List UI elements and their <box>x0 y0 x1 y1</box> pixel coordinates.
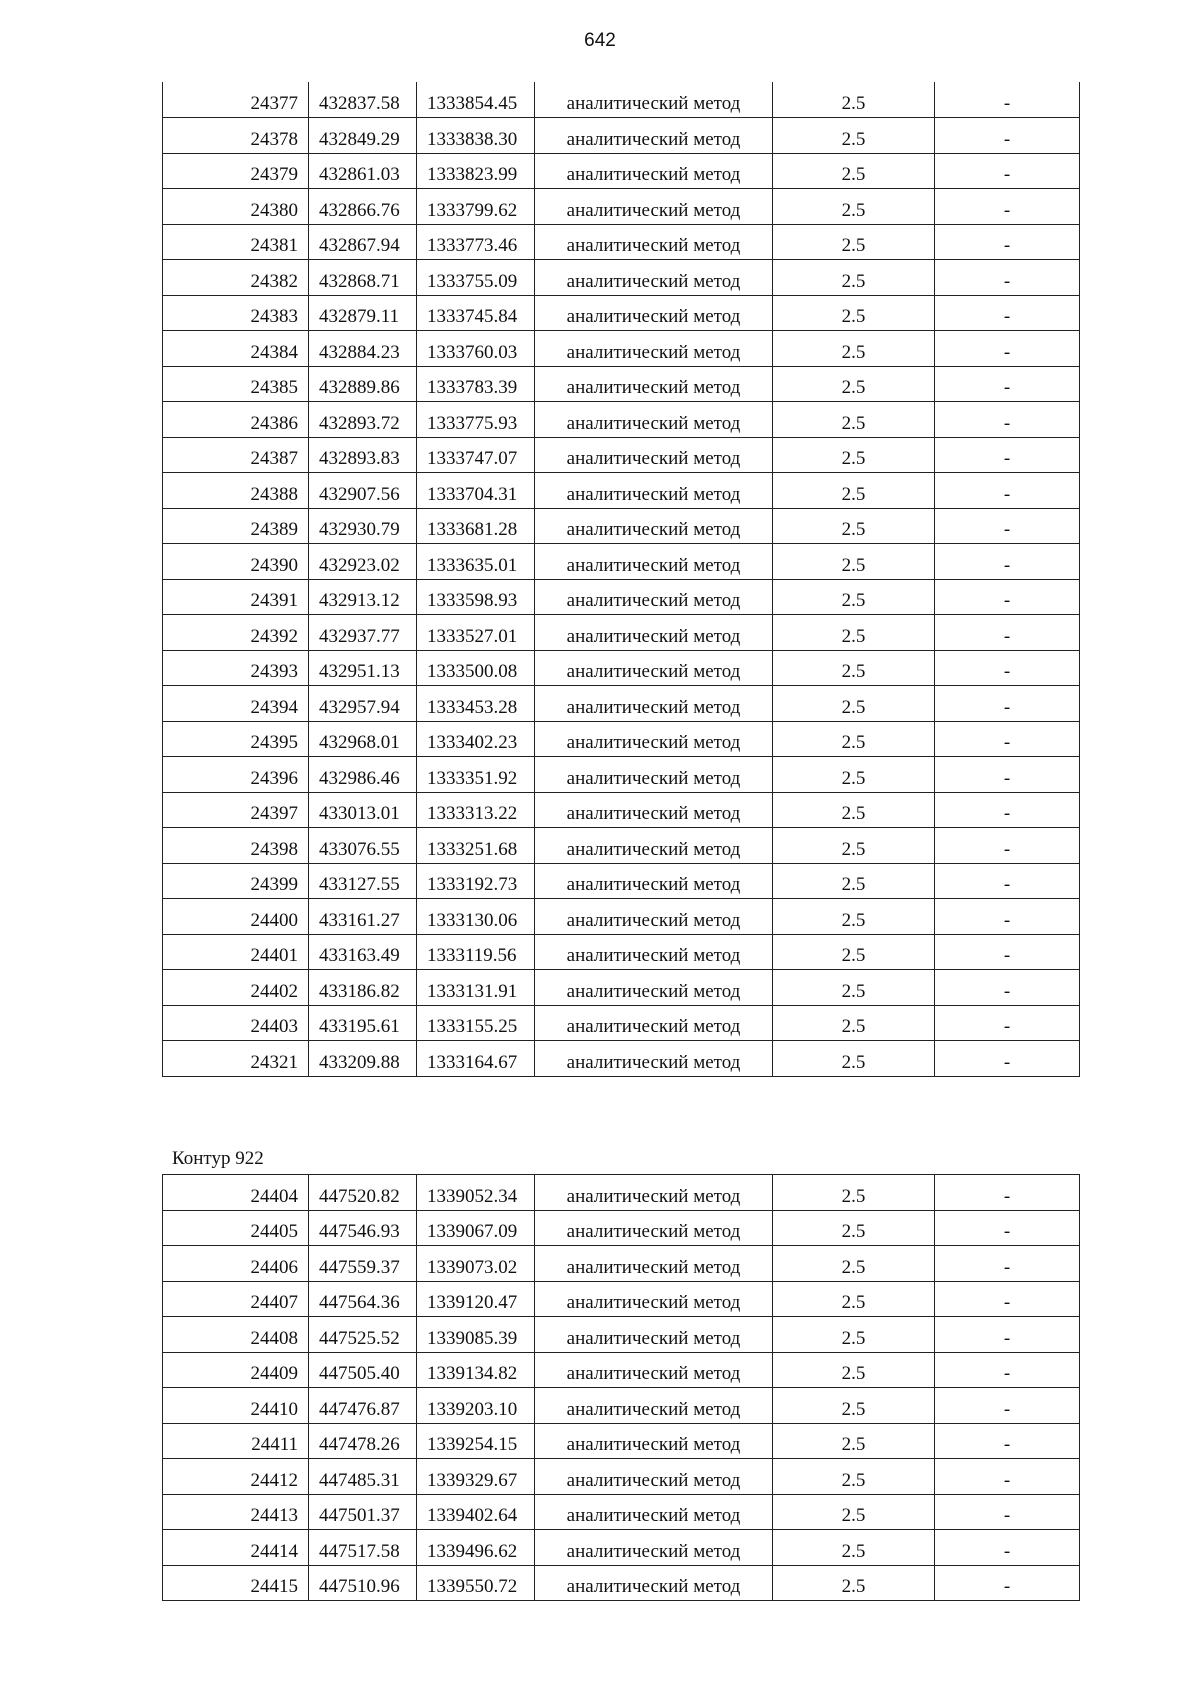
table-row <box>163 650 1080 686</box>
table-row <box>163 260 1080 296</box>
method-cell: аналитический метод <box>535 189 773 225</box>
description-cell: - <box>935 260 1080 296</box>
method-cell: аналитический метод <box>535 721 773 757</box>
x-coordinate-cell: 433161.27 <box>309 899 417 935</box>
point-number-cell: 24415 <box>163 1565 309 1601</box>
accuracy-cell: 2.5 <box>773 295 935 331</box>
method-cell: аналитический метод <box>535 544 773 580</box>
accuracy-cell: 2.5 <box>773 1005 935 1041</box>
x-coordinate-cell: 447546.93 <box>309 1210 417 1246</box>
x-coordinate-cell: 432930.79 <box>309 508 417 544</box>
description-cell: - <box>935 792 1080 828</box>
table-row <box>163 224 1080 260</box>
x-coordinate-cell: 432893.72 <box>309 402 417 438</box>
y-coordinate-cell: 1339067.09 <box>417 1210 535 1246</box>
coordinates-table-1 <box>162 82 1080 1077</box>
method-cell: аналитический метод <box>535 1175 773 1211</box>
y-coordinate-cell: 1339120.47 <box>417 1281 535 1317</box>
x-coordinate-cell: 447525.52 <box>309 1317 417 1353</box>
point-number-cell: 24381 <box>163 224 309 260</box>
description-cell: - <box>935 331 1080 367</box>
method-cell: аналитический метод <box>535 1459 773 1495</box>
accuracy-cell: 2.5 <box>773 1281 935 1317</box>
table-row <box>163 1388 1080 1424</box>
accuracy-cell: 2.5 <box>773 508 935 544</box>
point-number-cell: 24405 <box>163 1210 309 1246</box>
y-coordinate-cell: 1333823.99 <box>417 153 535 189</box>
method-cell: аналитический метод <box>535 224 773 260</box>
description-cell: - <box>935 1317 1080 1353</box>
y-coordinate-cell: 1333251.68 <box>417 828 535 864</box>
point-number-cell: 24396 <box>163 757 309 793</box>
accuracy-cell: 2.5 <box>773 224 935 260</box>
method-cell: аналитический метод <box>535 650 773 686</box>
table-row <box>163 1246 1080 1282</box>
x-coordinate-cell: 433195.61 <box>309 1005 417 1041</box>
method-cell: аналитический метод <box>535 579 773 615</box>
method-cell: аналитический метод <box>535 437 773 473</box>
accuracy-cell: 2.5 <box>773 189 935 225</box>
x-coordinate-cell: 432893.83 <box>309 437 417 473</box>
accuracy-cell: 2.5 <box>773 615 935 651</box>
accuracy-cell: 2.5 <box>773 828 935 864</box>
description-cell: - <box>935 899 1080 935</box>
description-cell: - <box>935 1246 1080 1282</box>
description-cell: - <box>935 863 1080 899</box>
point-number-cell: 24411 <box>163 1423 309 1459</box>
table-row <box>163 1281 1080 1317</box>
table-row <box>163 828 1080 864</box>
point-number-cell: 24402 <box>163 970 309 1006</box>
method-cell: аналитический метод <box>535 1246 773 1282</box>
x-coordinate-cell: 432957.94 <box>309 686 417 722</box>
x-coordinate-cell: 432879.11 <box>309 295 417 331</box>
x-coordinate-cell: 432837.58 <box>309 82 417 118</box>
table-row <box>163 1459 1080 1495</box>
description-cell: - <box>935 153 1080 189</box>
point-number-cell: 24413 <box>163 1494 309 1530</box>
point-number-cell: 24401 <box>163 934 309 970</box>
point-number-cell: 24386 <box>163 402 309 438</box>
method-cell: аналитический метод <box>535 366 773 402</box>
table-row <box>163 757 1080 793</box>
y-coordinate-cell: 1333453.28 <box>417 686 535 722</box>
x-coordinate-cell: 432866.76 <box>309 189 417 225</box>
point-number-cell: 24406 <box>163 1246 309 1282</box>
point-number-cell: 24384 <box>163 331 309 367</box>
point-number-cell: 24379 <box>163 153 309 189</box>
y-coordinate-cell: 1339052.34 <box>417 1175 535 1211</box>
table-row <box>163 615 1080 651</box>
point-number-cell: 24394 <box>163 686 309 722</box>
y-coordinate-cell: 1333119.56 <box>417 934 535 970</box>
accuracy-cell: 2.5 <box>773 1494 935 1530</box>
y-coordinate-cell: 1333131.91 <box>417 970 535 1006</box>
y-coordinate-cell: 1333775.93 <box>417 402 535 438</box>
description-cell: - <box>935 437 1080 473</box>
point-number-cell: 24385 <box>163 366 309 402</box>
accuracy-cell: 2.5 <box>773 1565 935 1601</box>
accuracy-cell: 2.5 <box>773 1459 935 1495</box>
accuracy-cell: 2.5 <box>773 757 935 793</box>
description-cell: - <box>935 473 1080 509</box>
point-number-cell: 24397 <box>163 792 309 828</box>
page-number: 642 <box>584 30 616 51</box>
description-cell: - <box>935 934 1080 970</box>
table-row <box>163 544 1080 580</box>
description-cell: - <box>935 757 1080 793</box>
description-cell: - <box>935 970 1080 1006</box>
y-coordinate-cell: 1339203.10 <box>417 1388 535 1424</box>
description-cell: - <box>935 1041 1080 1077</box>
table-row <box>163 437 1080 473</box>
x-coordinate-cell: 447564.36 <box>309 1281 417 1317</box>
accuracy-cell: 2.5 <box>773 792 935 828</box>
x-coordinate-cell: 432937.77 <box>309 615 417 651</box>
point-number-cell: 24388 <box>163 473 309 509</box>
y-coordinate-cell: 1333773.46 <box>417 224 535 260</box>
accuracy-cell: 2.5 <box>773 1423 935 1459</box>
method-cell: аналитический метод <box>535 1388 773 1424</box>
accuracy-cell: 2.5 <box>773 544 935 580</box>
y-coordinate-cell: 1339550.72 <box>417 1565 535 1601</box>
table-row <box>163 1005 1080 1041</box>
table-row <box>163 970 1080 1006</box>
description-cell: - <box>935 1005 1080 1041</box>
description-cell: - <box>935 366 1080 402</box>
method-cell: аналитический метод <box>535 473 773 509</box>
accuracy-cell: 2.5 <box>773 899 935 935</box>
method-cell: аналитический метод <box>535 828 773 864</box>
description-cell: - <box>935 544 1080 580</box>
table-row <box>163 473 1080 509</box>
y-coordinate-cell: 1333313.22 <box>417 792 535 828</box>
description-cell: - <box>935 224 1080 260</box>
y-coordinate-cell: 1333500.08 <box>417 650 535 686</box>
accuracy-cell: 2.5 <box>773 331 935 367</box>
accuracy-cell: 2.5 <box>773 686 935 722</box>
description-cell: - <box>935 1494 1080 1530</box>
accuracy-cell: 2.5 <box>773 118 935 154</box>
x-coordinate-cell: 447517.58 <box>309 1530 417 1566</box>
y-coordinate-cell: 1339073.02 <box>417 1246 535 1282</box>
point-number-cell: 24392 <box>163 615 309 651</box>
y-coordinate-cell: 1333745.84 <box>417 295 535 331</box>
y-coordinate-cell: 1333747.07 <box>417 437 535 473</box>
coordinates-table-2 <box>162 1174 1080 1601</box>
x-coordinate-cell: 432889.86 <box>309 366 417 402</box>
accuracy-cell: 2.5 <box>773 437 935 473</box>
x-coordinate-cell: 447501.37 <box>309 1494 417 1530</box>
method-cell: аналитический метод <box>535 899 773 935</box>
point-number-cell: 24414 <box>163 1530 309 1566</box>
table-row <box>163 863 1080 899</box>
x-coordinate-cell: 447478.26 <box>309 1423 417 1459</box>
x-coordinate-cell: 432907.56 <box>309 473 417 509</box>
y-coordinate-cell: 1333164.67 <box>417 1041 535 1077</box>
y-coordinate-cell: 1339134.82 <box>417 1352 535 1388</box>
description-cell: - <box>935 295 1080 331</box>
y-coordinate-cell: 1333704.31 <box>417 473 535 509</box>
accuracy-cell: 2.5 <box>773 1210 935 1246</box>
point-number-cell: 24378 <box>163 118 309 154</box>
point-number-cell: 24391 <box>163 579 309 615</box>
accuracy-cell: 2.5 <box>773 1317 935 1353</box>
table-row <box>163 899 1080 935</box>
table-row <box>163 1041 1080 1077</box>
x-coordinate-cell: 432986.46 <box>309 757 417 793</box>
x-coordinate-cell: 433076.55 <box>309 828 417 864</box>
x-coordinate-cell: 447520.82 <box>309 1175 417 1211</box>
method-cell: аналитический метод <box>535 1041 773 1077</box>
accuracy-cell: 2.5 <box>773 1041 935 1077</box>
point-number-cell: 24404 <box>163 1175 309 1211</box>
point-number-cell: 24412 <box>163 1459 309 1495</box>
accuracy-cell: 2.5 <box>773 1530 935 1566</box>
accuracy-cell: 2.5 <box>773 579 935 615</box>
y-coordinate-cell: 1333755.09 <box>417 260 535 296</box>
y-coordinate-cell: 1333155.25 <box>417 1005 535 1041</box>
y-coordinate-cell: 1333527.01 <box>417 615 535 651</box>
table-row <box>163 508 1080 544</box>
description-cell: - <box>935 615 1080 651</box>
point-number-cell: 24400 <box>163 899 309 935</box>
description-cell: - <box>935 686 1080 722</box>
description-cell: - <box>935 650 1080 686</box>
method-cell: аналитический метод <box>535 1005 773 1041</box>
point-number-cell: 24380 <box>163 189 309 225</box>
x-coordinate-cell: 432867.94 <box>309 224 417 260</box>
point-number-cell: 24382 <box>163 260 309 296</box>
point-number-cell: 24410 <box>163 1388 309 1424</box>
method-cell: аналитический метод <box>535 82 773 118</box>
description-cell: - <box>935 508 1080 544</box>
y-coordinate-cell: 1333838.30 <box>417 118 535 154</box>
method-cell: аналитический метод <box>535 934 773 970</box>
table-row <box>163 295 1080 331</box>
point-number-cell: 24403 <box>163 1005 309 1041</box>
table-row <box>163 1352 1080 1388</box>
accuracy-cell: 2.5 <box>773 970 935 1006</box>
x-coordinate-cell: 447505.40 <box>309 1352 417 1388</box>
description-cell: - <box>935 1423 1080 1459</box>
table-row <box>163 686 1080 722</box>
accuracy-cell: 2.5 <box>773 82 935 118</box>
y-coordinate-cell: 1333635.01 <box>417 544 535 580</box>
description-cell: - <box>935 402 1080 438</box>
table-row <box>163 792 1080 828</box>
description-cell: - <box>935 118 1080 154</box>
point-number-cell: 24387 <box>163 437 309 473</box>
x-coordinate-cell: 432861.03 <box>309 153 417 189</box>
table-row <box>163 153 1080 189</box>
method-cell: аналитический метод <box>535 1494 773 1530</box>
accuracy-cell: 2.5 <box>773 473 935 509</box>
y-coordinate-cell: 1333760.03 <box>417 331 535 367</box>
point-number-cell: 24390 <box>163 544 309 580</box>
y-coordinate-cell: 1333681.28 <box>417 508 535 544</box>
method-cell: аналитический метод <box>535 757 773 793</box>
point-number-cell: 24395 <box>163 721 309 757</box>
point-number-cell: 24389 <box>163 508 309 544</box>
point-number-cell: 24407 <box>163 1281 309 1317</box>
table-row <box>163 331 1080 367</box>
x-coordinate-cell: 432951.13 <box>309 650 417 686</box>
x-coordinate-cell: 432968.01 <box>309 721 417 757</box>
y-coordinate-cell: 1339329.67 <box>417 1459 535 1495</box>
y-coordinate-cell: 1333192.73 <box>417 863 535 899</box>
description-cell: - <box>935 1352 1080 1388</box>
table-row <box>163 721 1080 757</box>
method-cell: аналитический метод <box>535 295 773 331</box>
y-coordinate-cell: 1333854.45 <box>417 82 535 118</box>
table-row <box>163 118 1080 154</box>
description-cell: - <box>935 1565 1080 1601</box>
table-row <box>163 82 1080 118</box>
table-row <box>163 1565 1080 1601</box>
method-cell: аналитический метод <box>535 260 773 296</box>
table-row <box>163 1210 1080 1246</box>
method-cell: аналитический метод <box>535 1281 773 1317</box>
point-number-cell: 24408 <box>163 1317 309 1353</box>
description-cell: - <box>935 1175 1080 1211</box>
y-coordinate-cell: 1339085.39 <box>417 1317 535 1353</box>
y-coordinate-cell: 1339402.64 <box>417 1494 535 1530</box>
table-row <box>163 579 1080 615</box>
contour-title: Контур 922 <box>172 1148 264 1169</box>
description-cell: - <box>935 721 1080 757</box>
accuracy-cell: 2.5 <box>773 366 935 402</box>
x-coordinate-cell: 433186.82 <box>309 970 417 1006</box>
method-cell: аналитический метод <box>535 792 773 828</box>
method-cell: аналитический метод <box>535 402 773 438</box>
table-row <box>163 1423 1080 1459</box>
table-row <box>163 934 1080 970</box>
point-number-cell: 24398 <box>163 828 309 864</box>
description-cell: - <box>935 1210 1080 1246</box>
table-row <box>163 366 1080 402</box>
y-coordinate-cell: 1333130.06 <box>417 899 535 935</box>
accuracy-cell: 2.5 <box>773 1388 935 1424</box>
x-coordinate-cell: 433013.01 <box>309 792 417 828</box>
y-coordinate-cell: 1333351.92 <box>417 757 535 793</box>
method-cell: аналитический метод <box>535 153 773 189</box>
method-cell: аналитический метод <box>535 1210 773 1246</box>
description-cell: - <box>935 579 1080 615</box>
y-coordinate-cell: 1333598.93 <box>417 579 535 615</box>
description-cell: - <box>935 1459 1080 1495</box>
accuracy-cell: 2.5 <box>773 863 935 899</box>
point-number-cell: 24377 <box>163 82 309 118</box>
table-row <box>163 1175 1080 1211</box>
accuracy-cell: 2.5 <box>773 934 935 970</box>
accuracy-cell: 2.5 <box>773 721 935 757</box>
point-number-cell: 24321 <box>163 1041 309 1077</box>
method-cell: аналитический метод <box>535 1317 773 1353</box>
point-number-cell: 24383 <box>163 295 309 331</box>
accuracy-cell: 2.5 <box>773 1246 935 1282</box>
x-coordinate-cell: 432849.29 <box>309 118 417 154</box>
description-cell: - <box>935 189 1080 225</box>
table-row <box>163 189 1080 225</box>
y-coordinate-cell: 1333402.23 <box>417 721 535 757</box>
table-row <box>163 1494 1080 1530</box>
y-coordinate-cell: 1333783.39 <box>417 366 535 402</box>
description-cell: - <box>935 828 1080 864</box>
y-coordinate-cell: 1339254.15 <box>417 1423 535 1459</box>
description-cell: - <box>935 1530 1080 1566</box>
accuracy-cell: 2.5 <box>773 260 935 296</box>
method-cell: аналитический метод <box>535 970 773 1006</box>
point-number-cell: 24409 <box>163 1352 309 1388</box>
x-coordinate-cell: 447510.96 <box>309 1565 417 1601</box>
x-coordinate-cell: 432923.02 <box>309 544 417 580</box>
x-coordinate-cell: 433127.55 <box>309 863 417 899</box>
description-cell: - <box>935 1281 1080 1317</box>
method-cell: аналитический метод <box>535 1352 773 1388</box>
method-cell: аналитический метод <box>535 863 773 899</box>
description-cell: - <box>935 1388 1080 1424</box>
method-cell: аналитический метод <box>535 118 773 154</box>
point-number-cell: 24399 <box>163 863 309 899</box>
x-coordinate-cell: 432884.23 <box>309 331 417 367</box>
accuracy-cell: 2.5 <box>773 650 935 686</box>
y-coordinate-cell: 1339496.62 <box>417 1530 535 1566</box>
x-coordinate-cell: 447485.31 <box>309 1459 417 1495</box>
method-cell: аналитический метод <box>535 331 773 367</box>
method-cell: аналитический метод <box>535 1423 773 1459</box>
x-coordinate-cell: 447476.87 <box>309 1388 417 1424</box>
x-coordinate-cell: 432913.12 <box>309 579 417 615</box>
method-cell: аналитический метод <box>535 1530 773 1566</box>
y-coordinate-cell: 1333799.62 <box>417 189 535 225</box>
method-cell: аналитический метод <box>535 1565 773 1601</box>
table-row <box>163 1530 1080 1566</box>
accuracy-cell: 2.5 <box>773 402 935 438</box>
table-row <box>163 402 1080 438</box>
x-coordinate-cell: 447559.37 <box>309 1246 417 1282</box>
x-coordinate-cell: 433163.49 <box>309 934 417 970</box>
point-number-cell: 24393 <box>163 650 309 686</box>
accuracy-cell: 2.5 <box>773 1175 935 1211</box>
x-coordinate-cell: 433209.88 <box>309 1041 417 1077</box>
method-cell: аналитический метод <box>535 686 773 722</box>
table-row <box>163 1317 1080 1353</box>
accuracy-cell: 2.5 <box>773 153 935 189</box>
accuracy-cell: 2.5 <box>773 1352 935 1388</box>
description-cell: - <box>935 82 1080 118</box>
x-coordinate-cell: 432868.71 <box>309 260 417 296</box>
method-cell: аналитический метод <box>535 508 773 544</box>
method-cell: аналитический метод <box>535 615 773 651</box>
